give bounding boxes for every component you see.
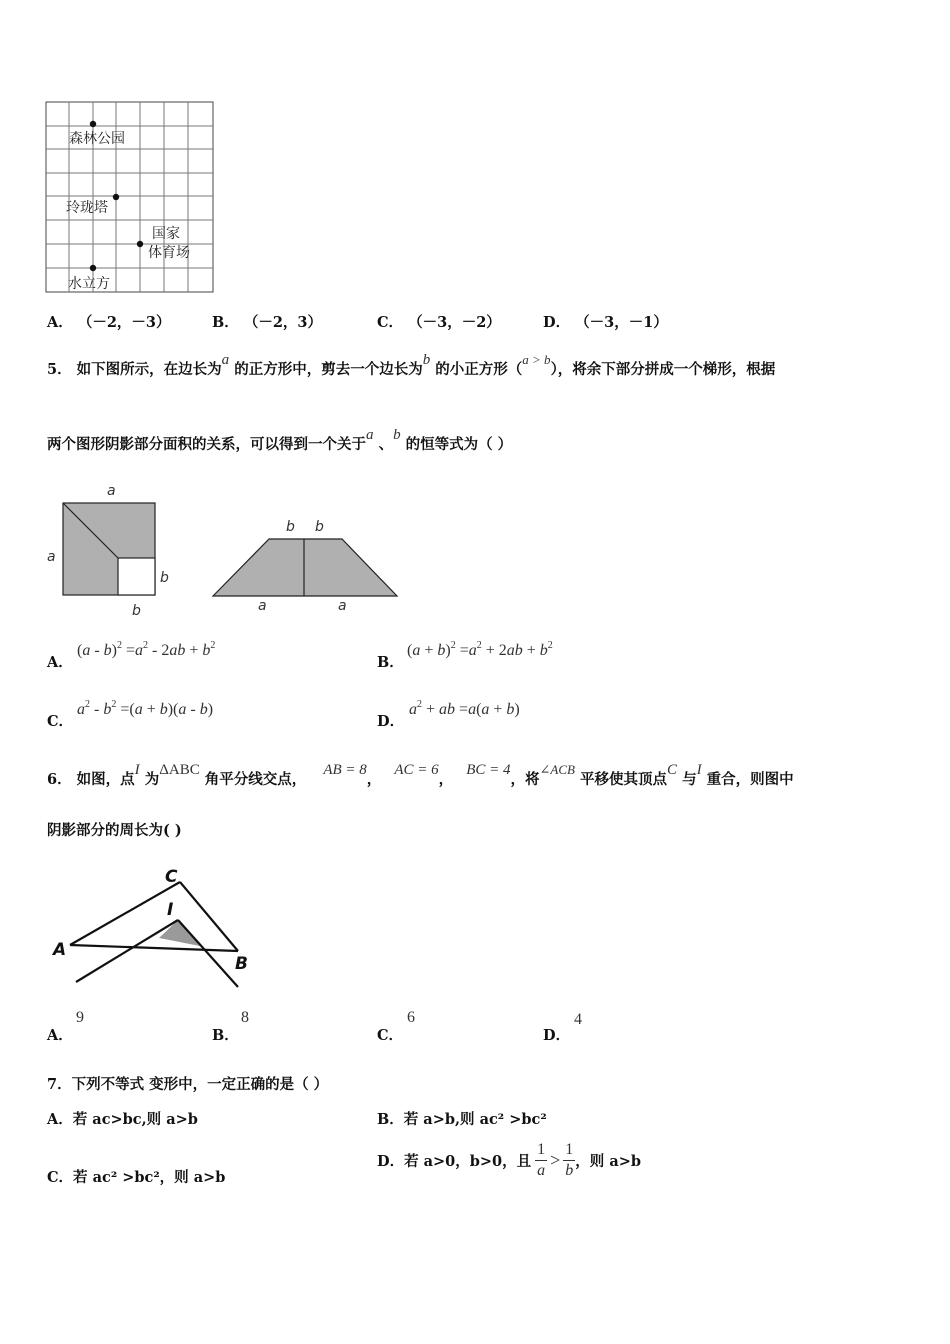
q6-stem-line1: 6． 如图，点I 为ΔABC 角平分线交点， AB = 8， AC = 6， BC = 4，将∠ACB 平移使其顶点C 与I 重合，则图中: [47, 762, 794, 788]
svg-text:b: b: [132, 603, 141, 619]
q5-option-d-formula: $a^2$ + ab =a(a + b): [409, 699, 520, 718]
q5-stem-line2: 两个图形阴影部分面积的关系，可以得到一个关于a 、b 的恒等式为（ ）: [47, 427, 513, 453]
cut-square: [118, 558, 155, 595]
water-cube-label: 水立方: [68, 276, 110, 292]
svg-text:I: I: [167, 900, 174, 920]
linglong-tower-point: [113, 194, 119, 200]
stadium-label-line2: 体育场: [148, 245, 190, 261]
q5-option-b[interactable]: B．: [377, 654, 404, 671]
q5-option-a[interactable]: A．: [47, 654, 73, 671]
q6-stem-line2: 阴影部分的周长为( ): [47, 822, 182, 839]
q6-option-b-value: 8: [241, 1009, 249, 1026]
q6-option-c-value: 6: [407, 1009, 415, 1026]
q7-option-a[interactable]: A．若 ac>bc,则 a>b: [47, 1111, 198, 1128]
svg-text:a: a: [338, 598, 347, 614]
linglong-tower-label: 玲珑塔: [66, 200, 108, 216]
q5-stem-line1: 5． 如下图所示，在边长为a 的正方形中，剪去一个边长为b 的小正方形（a > b），将余下部分拼成一个梯形，根据: [47, 352, 776, 378]
svg-text:b: b: [160, 570, 169, 586]
shaded-triangle: [159, 920, 200, 946]
q5-trapezoid-figure: [205, 510, 405, 620]
svg-text:a: a: [258, 598, 267, 614]
q6-option-b[interactable]: B．: [212, 1027, 239, 1044]
q6-triangle-figure: [48, 860, 258, 995]
q5-option-b-formula: $(a + b)^2 =a^2 + 2ab + b^2$: [407, 640, 553, 659]
q7-option-d[interactable]: D．若 a>0，b>0，且 $\frac{1}{a}$ > $\frac{1}{b}$ ，则 a>b: [377, 1141, 642, 1179]
q6-option-c[interactable]: C．: [377, 1027, 404, 1044]
forest-park-label: 森林公园: [69, 131, 125, 147]
svg-text:b: b: [315, 519, 324, 535]
svg-text:a: a: [107, 483, 116, 499]
svg-text:B: B: [235, 954, 248, 974]
q6-option-a-value: 9: [76, 1009, 84, 1026]
q5-square-figure: [40, 478, 190, 623]
q6-option-d-value: 4: [574, 1011, 582, 1028]
q5-option-a-formula: $(a - b)^2 =a^2 - 2ab + b^2$: [77, 640, 216, 659]
q6-option-a[interactable]: A．: [47, 1027, 73, 1044]
svg-text:A: A: [53, 940, 67, 960]
q4-option-d[interactable]: D． （－3，－1）: [543, 314, 668, 331]
fraction-1-over-a: $\frac{1}{a}$: [537, 1141, 546, 1179]
q6-option-d[interactable]: D．: [543, 1027, 571, 1044]
forest-park-point: [90, 121, 96, 127]
svg-text:a: a: [47, 549, 56, 565]
q5-option-d[interactable]: D．: [377, 713, 405, 730]
q4-option-a[interactable]: A． （－2，－3）: [47, 314, 171, 331]
q7-option-b[interactable]: B．若 a>b,则 ac² >bc²: [377, 1111, 547, 1128]
water-cube-point: [90, 265, 96, 271]
q5-option-c-formula: $a^2 - b^2 =(a + b)(a - b)$: [77, 699, 214, 718]
q7-option-c[interactable]: C．若 ac² >bc²，则 a>b: [47, 1169, 226, 1186]
stadium-label-line1: 国家: [152, 226, 180, 242]
q4-grid-map: [44, 100, 216, 295]
q4-option-b[interactable]: B． （－2，3）: [212, 314, 323, 331]
svg-text:C: C: [165, 867, 178, 887]
q7-stem: 7．下列不等式 变形中，一定正确的是（ ）: [47, 1076, 329, 1093]
stadium-point: [137, 241, 143, 247]
q4-option-c[interactable]: C． （－3，－2）: [377, 314, 501, 331]
q5-option-c[interactable]: C．: [47, 713, 74, 730]
svg-text:b: b: [286, 519, 295, 535]
fraction-1-over-b: $\frac{1}{b}$: [565, 1141, 574, 1179]
